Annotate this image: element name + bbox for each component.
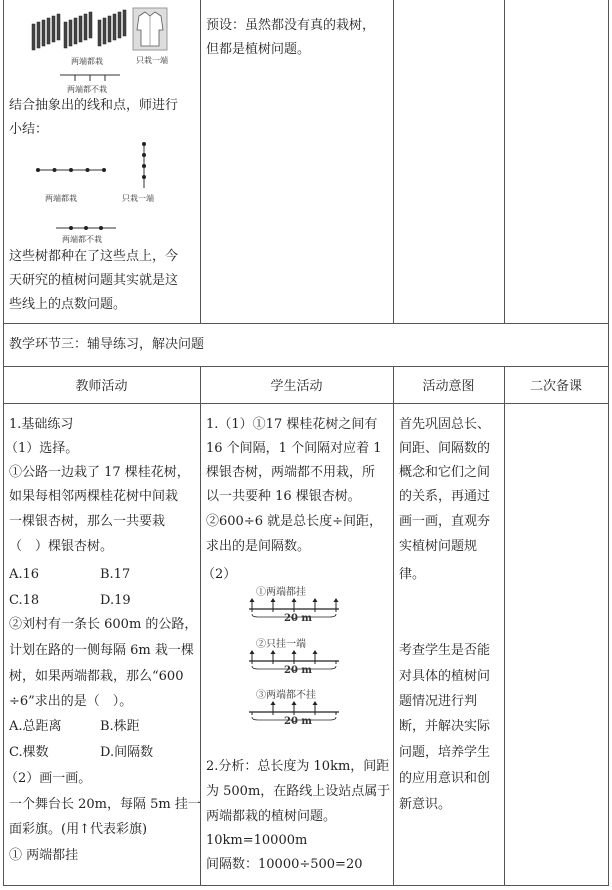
purpose2-line-4: 断，并解决实际 <box>399 719 491 734</box>
flag-arrow-head <box>292 650 297 654</box>
student-ans-line-7: （2） <box>202 567 237 582</box>
flag-diagram-label: ②只挂一端 <box>256 639 306 650</box>
student-preset-line-1: 预设：虽然都没有真的栽树， <box>206 18 376 33</box>
flag-diagram-label: ①两端都挂 <box>256 587 306 598</box>
student-ans-line-4: 以一共要种 16 棵银杏树。 <box>206 489 361 504</box>
flag-diagram-length: 20 m <box>284 613 312 624</box>
flag-arrow-head <box>313 598 318 602</box>
illus-label-both: 两端都栽 <box>71 57 103 66</box>
teacher-q3-line-1: （2）画一画。 <box>5 771 92 786</box>
option-a-2: A.总距离 <box>9 719 62 734</box>
teacher-q3-line-2: 一个舞台长 20m，每隔 5m 挂一 <box>9 797 201 812</box>
student-ans-line-2: 16 个间隔，1 个间隔对应着 1 <box>206 441 382 456</box>
illus-label-one: 只栽一端 <box>136 56 168 65</box>
flag-diagram-both <box>246 583 342 627</box>
teacher-ex-line-1: 1.基础练习 <box>9 417 74 432</box>
summary-line-2: 天研究的植树问题其实就是这 <box>9 273 179 288</box>
option-a-1: A.16 <box>9 567 40 582</box>
line-diagram-both-ends <box>36 166 106 174</box>
student-ans-line-5: ②600÷6 就是总长度÷间距， <box>206 514 383 529</box>
border-right <box>608 0 609 886</box>
student-ans2-line-2: 为 500m，在路线上设站点属于 <box>206 784 391 799</box>
flag-arrow-head <box>334 598 339 602</box>
row-line-1 <box>3 323 609 324</box>
col-divider-3-top <box>504 0 505 323</box>
border-left <box>3 0 4 886</box>
purpose-line-1: 首先巩固总长、 <box>399 417 491 432</box>
option-c-2: C.棵数 <box>9 745 49 760</box>
purpose2-line-2: 对具体的植树问 <box>399 669 491 684</box>
diagram-label-none: 两端都不栽 <box>62 235 102 244</box>
flag-arrow-head <box>250 650 255 654</box>
purpose2-line-3: 题情况进行判 <box>399 694 478 709</box>
option-b-2: B.株距 <box>100 719 140 734</box>
flag-diagram-length: 20 m <box>284 665 312 676</box>
purpose-line-2: 间距、间隔数的 <box>399 441 491 456</box>
purpose2-line-6: 的应用意识和创 <box>399 771 491 786</box>
teacher-ex-line-5: 一棵银杏树，那么一共要栽 <box>9 514 166 529</box>
section-title: 教学环节三：辅导练习，解决问题 <box>9 337 205 352</box>
illus-line-none <box>60 69 120 83</box>
purpose-line-4: 的关系，再通过 <box>399 489 491 504</box>
diagram-label-one: 只栽一端 <box>122 194 154 203</box>
col-divider-2-top <box>393 0 394 323</box>
flag-diagram-none <box>246 686 342 730</box>
teacher-q3-line-3: 面彩旗。(用↑代表彩旗) <box>9 822 148 837</box>
option-b-1: B.17 <box>100 567 131 582</box>
student-ans2-line-5: 间隔数：10000÷500=20 <box>206 857 363 872</box>
teacher-ex-line-6: （ ）棵银杏树。 <box>9 539 114 554</box>
header-prep: 二次备课 <box>529 379 582 394</box>
teacher-q2-line-4: ÷6”求出的是（ ）。 <box>9 694 133 709</box>
student-ans-line-3: 棵银杏树，两端都不用栽，所 <box>206 465 376 480</box>
tree-row-illustration <box>30 10 130 55</box>
purpose-line-3: 概念和它们之间 <box>399 465 491 480</box>
option-c-1: C.18 <box>9 593 40 608</box>
purpose-line-6: 实植树问题规 <box>399 539 478 554</box>
diagram-label-both: 两端都栽 <box>45 194 77 203</box>
student-preset-line-2: 但都是植树问题。 <box>206 42 311 57</box>
illus-label-none: 两端都不栽 <box>67 85 107 94</box>
student-ans-line-6: 求出的是间隔数。 <box>206 539 311 554</box>
row-line-bottom <box>3 885 609 886</box>
option-d-2: D.间隔数 <box>100 745 154 760</box>
purpose2-line-5: 问题，培养学生 <box>399 745 491 760</box>
flag-arrow-head <box>313 650 318 654</box>
col-divider-2 <box>393 366 394 886</box>
header-purpose: 活动意图 <box>422 379 475 394</box>
col-divider-3 <box>504 366 505 886</box>
flag-arrow-head <box>292 598 297 602</box>
teacher-q2-line-3: 树，如果两端都栽，那么“600 <box>9 669 184 684</box>
summary-line-3: 些线上的点数问题。 <box>9 297 127 312</box>
teacher-q3-line-4: ① 两端都挂 <box>9 848 79 863</box>
header-student: 学生活动 <box>270 379 323 394</box>
option-d-1: D.19 <box>100 593 131 608</box>
purpose-line-7: 律。 <box>399 567 426 582</box>
flag-arrow-head <box>271 701 276 705</box>
teacher-line-1: 结合抽象出的线和点，师进行 <box>9 98 179 113</box>
flag-arrow-head <box>292 701 297 705</box>
teacher-ex-line-4: 如果每相邻两棵桂花树中间栽 <box>9 489 179 504</box>
shirt-illustration <box>133 8 167 50</box>
purpose2-line-7: 新意识。 <box>399 797 452 812</box>
line-diagram-one-end <box>140 142 148 190</box>
line-diagram-no-ends <box>56 224 116 232</box>
student-ans2-line-3: 两端都栽的植树问题。 <box>206 809 337 824</box>
flag-arrow-head <box>250 598 255 602</box>
row-line-2 <box>3 366 609 367</box>
purpose2-line-1: 考查学生是否能 <box>399 643 491 658</box>
flag-arrow-head <box>313 701 318 705</box>
flag-arrow-head <box>271 650 276 654</box>
header-teacher: 教师活动 <box>75 379 128 394</box>
teacher-ex-line-3: ①公路一边栽了 17 棵桂花树， <box>9 465 190 480</box>
flag-diagram-one <box>246 635 342 679</box>
purpose-line-5: 画一画，直观夯 <box>399 514 491 529</box>
student-ans2-line-4: 10km=10000m <box>206 833 308 848</box>
teacher-q2-line-2: 计划在路的一侧每隔 6m 栽一棵 <box>9 643 194 658</box>
teacher-ex-line-2: （1）选择。 <box>5 441 79 456</box>
teacher-line-2: 小结： <box>9 122 49 137</box>
flag-arrow-head <box>271 598 276 602</box>
student-ans2-line-1: 2.分析：总长度为 10km，间距 <box>206 759 390 774</box>
row-line-3 <box>3 403 609 404</box>
teacher-q2-line-1: ②刘村有一条长 600m 的公路， <box>9 617 198 632</box>
student-ans-line-1: 1.（1）①17 棵桂花树之间有 <box>206 417 378 432</box>
flag-diagram-label: ③两端都不挂 <box>256 690 316 701</box>
summary-line-1: 这些树都种在了这些点上，今 <box>9 249 179 264</box>
flag-diagram-length: 20 m <box>284 716 312 727</box>
col-divider-1-top <box>200 0 201 323</box>
